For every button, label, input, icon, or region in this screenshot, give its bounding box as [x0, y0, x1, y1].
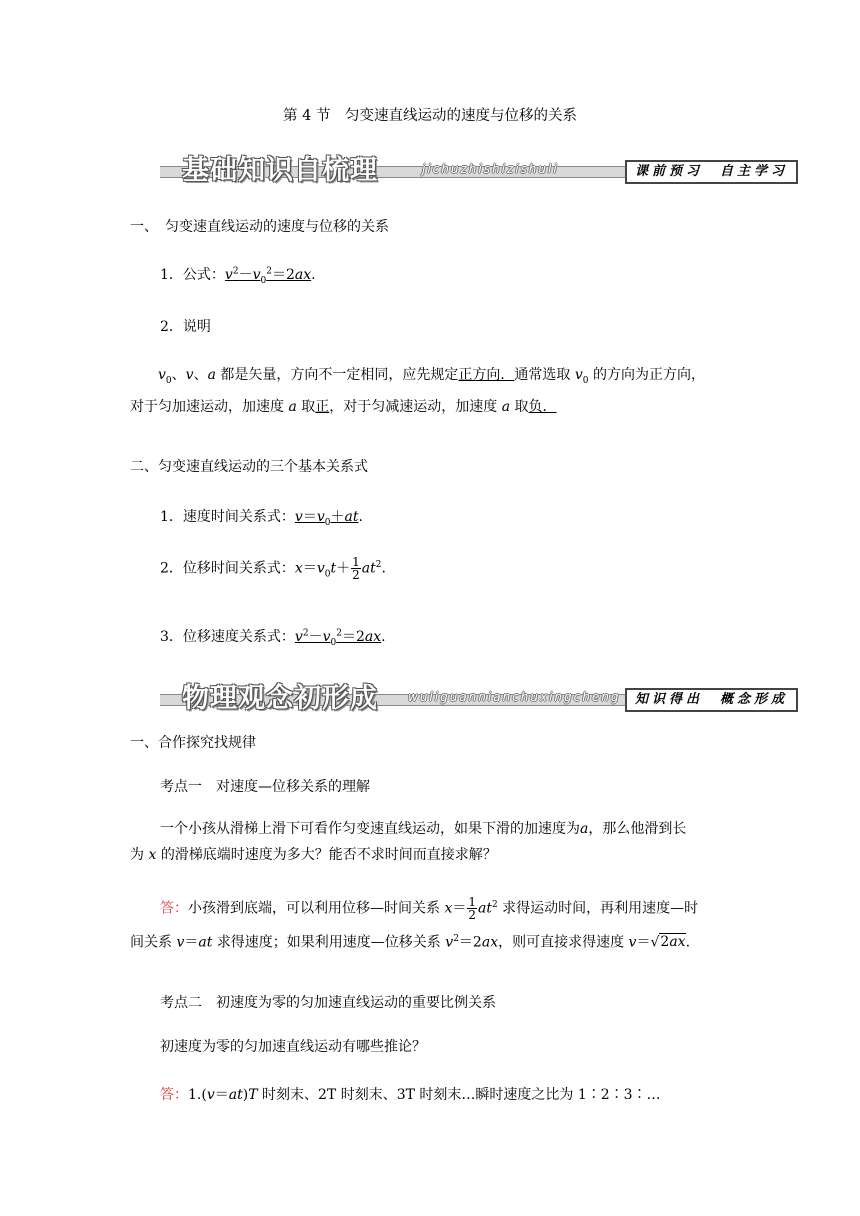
desc-underlined: 正方向．	[458, 367, 515, 383]
formula-item-1: 1．公式：$v^2-v_0^2=2ax$.	[160, 266, 316, 286]
section-heading-1: 一、 匀变速直线运动的速度与位移的关系	[130, 219, 389, 235]
desc-text: 对于匀加速运动，加速度	[130, 398, 284, 415]
answer-2: 答：1.(v＝at)T 时刻末、2T 时刻末、3T 时刻末…瞬时速度之比为 1∶2∶3∶…	[160, 1087, 661, 1103]
desc-underlined: 正	[315, 398, 330, 415]
formula-underlined: $v^2-v_0^2=2ax$	[224, 266, 312, 286]
banner-tag: 知识得出 概念形成	[625, 688, 798, 712]
desc-underlined: 负．	[528, 398, 557, 415]
a-text: ，则可直接求得速度	[498, 934, 625, 951]
topic-2-heading: 考点二 初速度为零的匀加速直线运动的重要比例关系	[160, 995, 496, 1011]
explanation-paragraph: $v_0$、v、a 都是矢量，方向不一定相同，应先规定正方向．通常选取 $v_0$ 的方向为正方向， 对于匀加速运动，加速度 a 取正，对于匀减速运动，加速度 a 取负．	[130, 367, 705, 415]
banner-title: 基础知识自梳理	[182, 155, 378, 186]
relation-label: 3．位移速度关系式：	[160, 629, 295, 645]
section-banner-concepts	[160, 680, 798, 714]
desc-text: ，对于匀减速运动，加速度	[329, 398, 498, 415]
a-text: 间关系	[130, 934, 172, 951]
question-2: 初速度为零的匀加速直线运动有哪些推论？	[160, 1039, 426, 1055]
banner-tag: 课前预习 自主学习	[625, 160, 798, 184]
topic-1-heading: 考点一 对速度—位移关系的理解	[160, 779, 370, 795]
desc-text: 都是矢量，方向不一定相同，应先规定	[220, 367, 459, 383]
desc-text: 的方向为正方向，	[592, 367, 705, 383]
a-text: 小孩滑到底端，可以利用位移—时间关系	[188, 900, 440, 917]
banner-pinyin: jichuzhishizishuli	[422, 162, 559, 176]
desc-text: 取	[514, 398, 529, 415]
relation-label: 2．位移时间关系式：	[160, 560, 295, 577]
item-2-label: 2．说明	[160, 319, 211, 335]
a-text: 求得运动时间，再利用速度—时	[502, 900, 699, 917]
relation-3: 3．位移速度关系式：$v^2-v_0^2=2ax$.	[160, 628, 386, 648]
question-1: 一个小孩从滑梯上滑下可看作匀变速直线运动，如果下滑的加速度为a，那么他滑到长 为 x 的滑梯底端时速度为多大？能否不求时间而直接求解？	[130, 821, 687, 863]
fraction-half: $\frac{1}{2}$	[468, 895, 476, 923]
answer-label: 答：	[160, 1087, 188, 1103]
page-title: 第 4 节 匀变速直线运动的速度与位移的关系	[283, 108, 577, 124]
relation-2: 2．位移时间关系式：$x=v_0t+$ $\frac{1}{2}$ $at^2$.	[160, 555, 386, 582]
desc-text: 取	[301, 398, 316, 415]
q-text: 一个小孩从滑梯上滑下可看作匀变速直线运动，如果下滑的加速度为	[160, 821, 580, 837]
a-text: 时刻末、2T 时刻末、3T 时刻末…瞬时速度之比为 1∶2∶3∶…	[262, 1087, 661, 1103]
fraction-half: $\frac{1}{2}$	[352, 555, 360, 582]
q-text: 的滑梯底端时速度为多大？能否不求时间而直接求解？	[160, 847, 497, 863]
q-text: 为	[130, 847, 144, 863]
a-text: 求得速度；如果利用速度—位移关系	[216, 934, 441, 951]
q-text: ，那么他滑到长	[588, 821, 687, 837]
banner-pinyin: wuliguannianchuxingcheng	[408, 690, 621, 704]
relation-label: 1．速度时间关系式：	[160, 509, 295, 525]
item-label: 1．公式：	[160, 267, 225, 283]
section-banner-basics	[160, 152, 798, 186]
answer-label: 答：	[160, 900, 188, 917]
answer-1: 答：小孩滑到底端，可以利用位移—时间关系 x＝ $\frac{1}{2}$ $at^2$ 求得运动时间，再利用速度—时 间关系 v＝at 求得速度；如果利用速度—位移关系 $v^2=2ax$，则可直接求得速度 v＝√2ax.	[130, 895, 699, 951]
section-heading-2: 二、匀变速直线运动的三个基本关系式	[130, 459, 368, 475]
desc-text: 通常选取	[514, 367, 571, 383]
banner-title: 物理观念初形成	[182, 683, 378, 714]
section-heading-3: 一、合作探究找规律	[130, 735, 256, 751]
relation-1: 1．速度时间关系式：$v=v_0+at$.	[160, 509, 363, 528]
